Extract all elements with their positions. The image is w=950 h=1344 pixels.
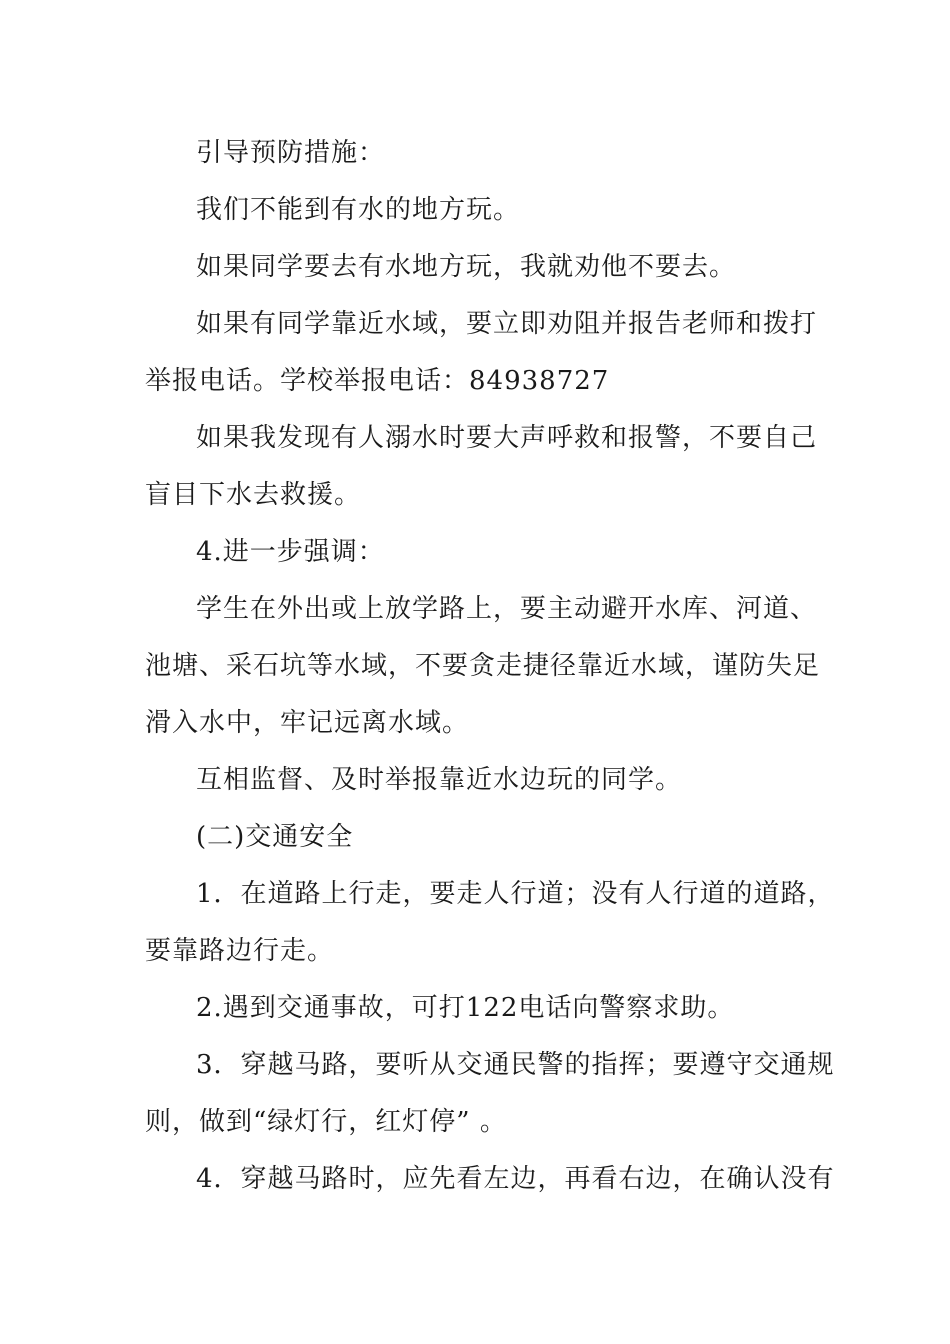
text-line: 2.遇到交通事故，可打122电话向警察求助。	[196, 993, 735, 1023]
text-line: 盲目下水去救援。	[145, 480, 362, 510]
text-line: 要靠路边行走。	[145, 936, 335, 966]
text-line-prevention-heading: 引导预防措施：	[196, 138, 386, 168]
text-line-traffic-heading: (二)交通安全	[196, 822, 354, 852]
text-line: 我们不能到有水的地方玩。	[196, 195, 521, 225]
text-line: 4．穿越马路时，应先看左边，再看右边，在确认没有	[196, 1164, 835, 1194]
text-line: 学生在外出或上放学路上，要主动避开水库、河道、	[196, 594, 818, 624]
text-line: 滑入水中，牢记远离水域。	[145, 708, 470, 738]
text-line: 举报电话。学校举报电话：84938727	[145, 366, 610, 396]
text-line: 如果有同学靠近水域，要立即劝阻并报告老师和拨打	[196, 309, 818, 339]
text-line: 池塘、采石坑等水域，不要贪走捷径靠近水域，谨防失足	[145, 651, 821, 681]
text-line: 则，做到“绿灯行，红灯停” 。	[145, 1107, 507, 1137]
text-line: 1．在道路上行走，要走人行道；没有人行道的道路，	[196, 879, 835, 909]
text-line: 如果同学要去有水地方玩，我就劝他不要去。	[196, 252, 737, 282]
text-line-section-heading: 4.进一步强调：	[196, 537, 385, 567]
text-line: 3．穿越马路，要听从交通民警的指挥；要遵守交通规	[196, 1050, 835, 1080]
text-line: 如果我发现有人溺水时要大声呼救和报警，不要自己	[196, 423, 818, 453]
text-line: 互相监督、及时举报靠近水边玩的同学。	[196, 765, 683, 795]
